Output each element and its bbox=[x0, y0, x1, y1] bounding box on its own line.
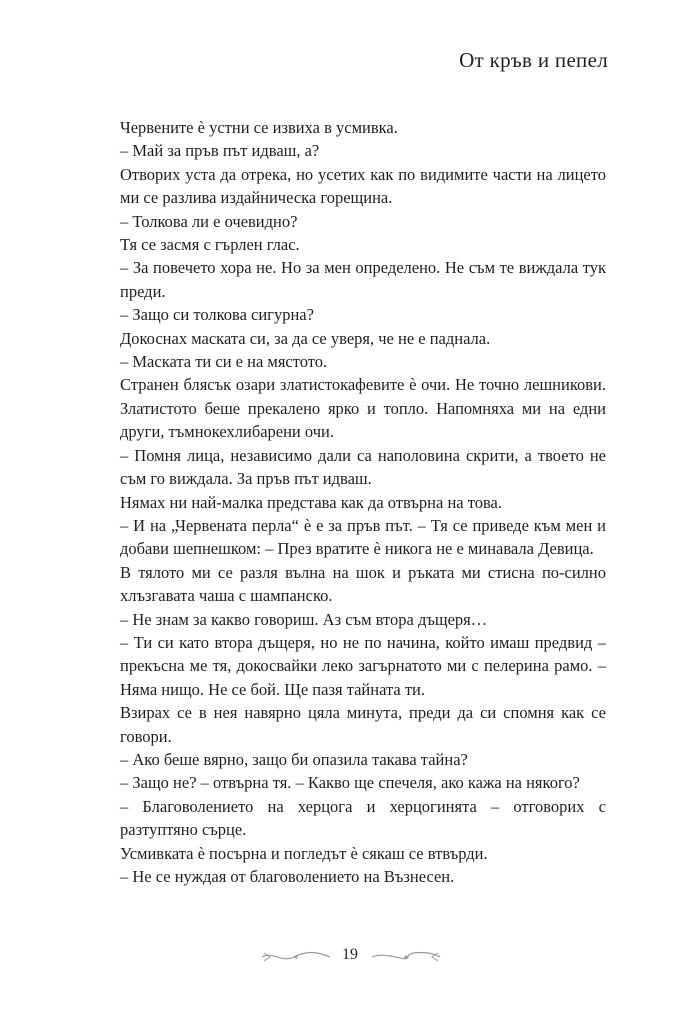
page-footer bbox=[0, 943, 700, 973]
paragraph: – Не се нуждая от благоволението на Възнесен. bbox=[120, 867, 455, 886]
paragraph: Тя се засмя с гърлен глас. bbox=[120, 235, 300, 255]
paragraph: – Защо не? – отвърна тя. – Какво ще спечеля, ако кажа на някого? bbox=[120, 773, 580, 793]
paragraph: – Благоволението на херцога и херцогинята – отговорих с разтуптяно сърце. bbox=[120, 796, 606, 840]
paragraph: Червените ѐ устни се извиха в усмивка. bbox=[120, 118, 398, 137]
paragraph: – Не знам за какво говориш. Аз съм втора дъщеря… bbox=[120, 609, 488, 629]
page-number: 19 bbox=[342, 946, 358, 963]
right-flourish-icon bbox=[370, 950, 442, 964]
paragraph: Усмивката ѐ посърна и погледът ѐ сякаш се втвърди. bbox=[120, 843, 488, 863]
paragraph: Странен блясък озари златистокафевите ѐ очи. Не точно лешникови. Златистото беше прекалено ярко и топло. Напомняха ми на едни други, тъмнокехлибарени очи. bbox=[120, 375, 606, 442]
paragraph: – Помня лица, независимо дали са наполовина скрити, а твоето не съм го виждала. За пръв път идваш. bbox=[120, 445, 606, 489]
paragraph: – За повечето хора не. Но за мен определено. Не съм те виждала тук преди. bbox=[120, 258, 606, 301]
paragraph: – Ти си като втора дъщеря, но не по начина, който имаш предвид – прекъсна ме тя, докосвайки леко загърнатото ми с пелерина рамо. – Няма нищо. Не се бой. Ще пазя тайната ти. bbox=[120, 632, 606, 699]
paragraph: – Толкова ли е очевидно? bbox=[120, 211, 298, 231]
paragraph: – Маската ти си е на мястото. bbox=[120, 352, 328, 372]
paragraph: – Ако беше вярно, защо би опазила такава тайна? bbox=[120, 749, 468, 769]
running-header: От кръв и пепел bbox=[459, 48, 608, 72]
paragraph: Докоснах маската си, за да се уверя, че не е паднала. bbox=[120, 328, 491, 348]
paragraph: Нямах ни най-малка представа как да отвърна на това. bbox=[120, 492, 503, 512]
paragraph: – И на „Червената перла“ ѐ е за пръв път. – Тя се приведе към мен и добави шепнешком: – През вратите ѐ никога не е минавала Девица. bbox=[120, 515, 606, 559]
paragraph: – Май за пръв път идваш, а? bbox=[120, 141, 320, 161]
paragraph: Отворих уста да отрека, но усетих как по видимите части на лицето ми се разлива издайническа горещина. bbox=[120, 164, 606, 208]
body-text bbox=[120, 116, 606, 888]
left-flourish-icon bbox=[260, 950, 332, 964]
paragraph: Взирах се в нея навярно цяла минута, преди да си спомня как се говори. bbox=[120, 703, 606, 746]
paragraph: – Защо си толкова сигурна? bbox=[120, 305, 314, 325]
paragraph: В тялото ми се разля вълна на шок и ръката ми стисна по-силно хлъзгавата чаша с шампанско. bbox=[120, 562, 606, 606]
